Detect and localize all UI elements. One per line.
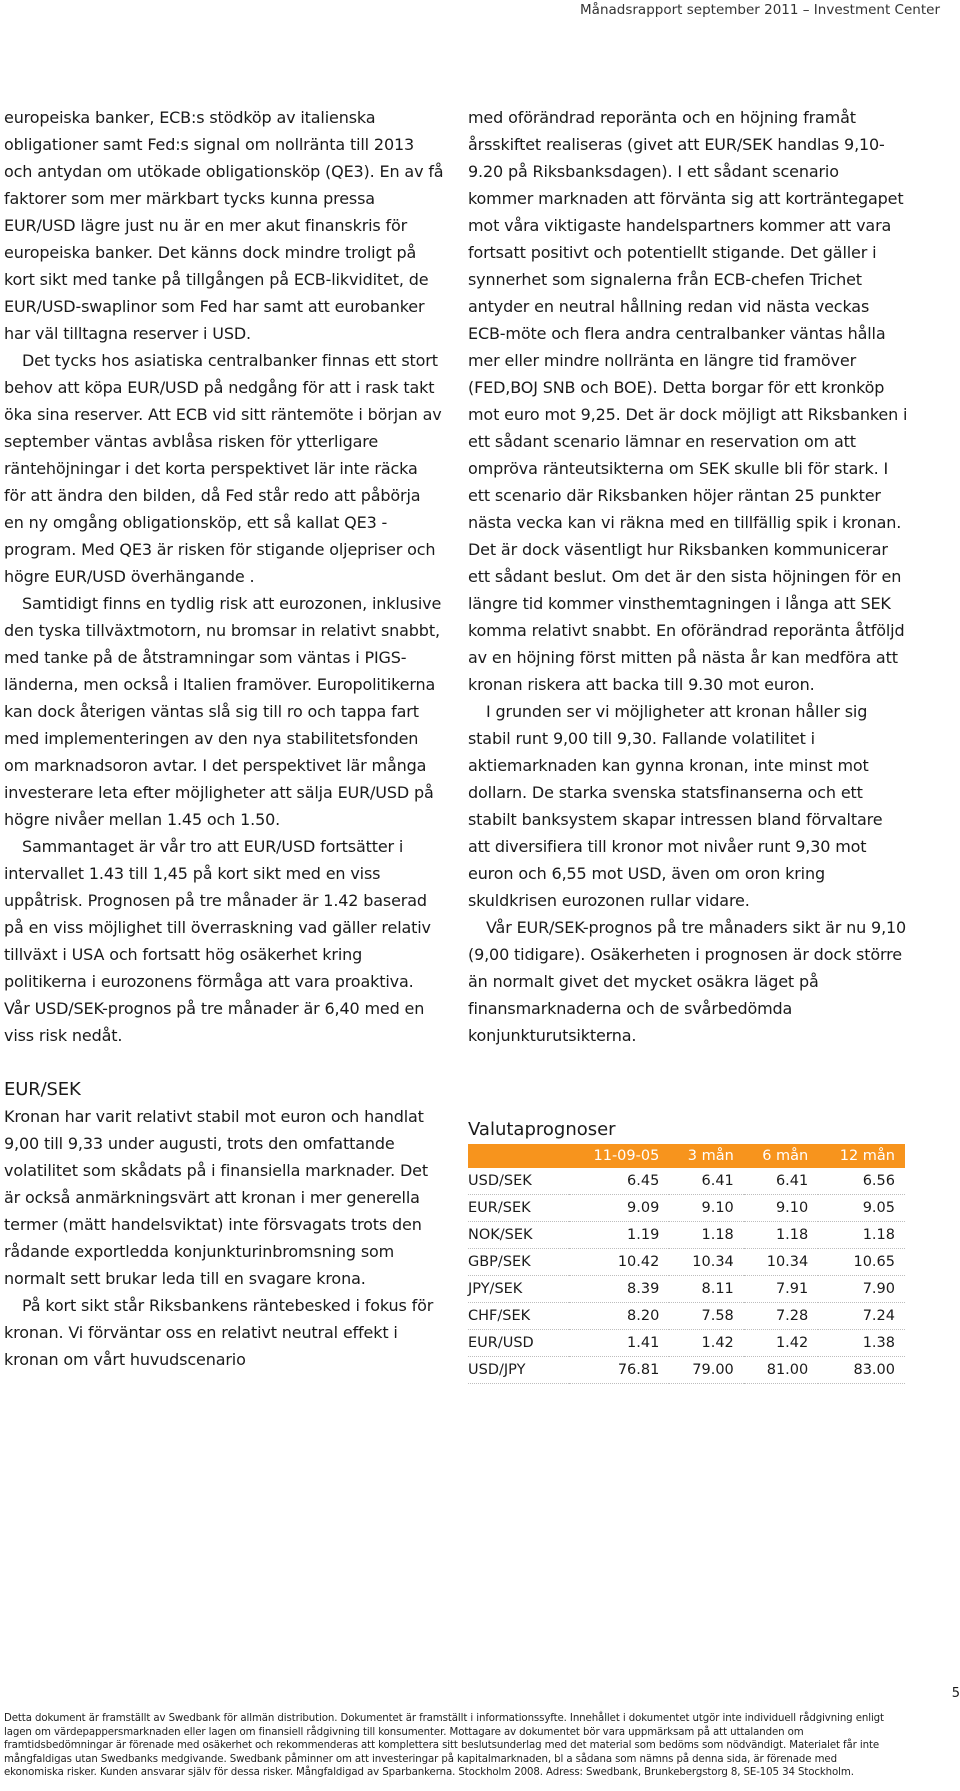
table-title: Valutaprognoser bbox=[468, 1119, 616, 1140]
table-cell: 7.58 bbox=[669, 1303, 743, 1330]
table-row bbox=[468, 1276, 905, 1303]
table-cell: 9.05 bbox=[818, 1195, 905, 1222]
page-number: 5 bbox=[951, 1686, 960, 1701]
paragraph: Det tycks hos asiatiska centralbanker finnas ett stort behov att köpa EUR/USD på nedgång för att i rask takt öka sina reserver. Att ECB vid sitt räntemöte i början av september väntas avblåsa risken för ytterligare räntehöjningar i det korta perspektivet lär inte räcka för att ändra den bilden, då Fed står redo att påbörja en ny omgång obligationsköp, ett så kallat QE3 -program. Med QE3 är risken för stigande oljepriser och högre EUR/USD överhängande . bbox=[4, 351, 442, 586]
currency-forecast-table bbox=[468, 1144, 905, 1384]
report-header: Månadsrapport september 2011 – Investment Center bbox=[580, 2, 940, 18]
table-cell: 79.00 bbox=[669, 1357, 743, 1384]
section-heading: EUR/SEK bbox=[4, 1079, 81, 1100]
table-cell: 76.81 bbox=[569, 1357, 670, 1384]
table-header-cell: 12 mån bbox=[818, 1144, 905, 1168]
table-cell: JPY/SEK bbox=[468, 1276, 569, 1303]
table-cell: 83.00 bbox=[818, 1357, 905, 1384]
table-cell: GBP/SEK bbox=[468, 1249, 569, 1276]
table-cell: 6.41 bbox=[669, 1168, 743, 1195]
paragraph: Vår EUR/SEK-prognos på tre månaders sikt är nu 9,10 (9,00 tidigare). Osäkerheten i prognosen är dock större än normalt givet det mycket osäkra läget på finansmarknaderna och de svårbedömda konjunkturutsikterna. bbox=[468, 918, 907, 1045]
paragraph: europeiska banker, ECB:s stödköp av italienska obligationer samt Fed:s signal om nollränta till 2013 och antydan om utökade obligationsköp (QE3). En av få faktorer som mer märkbart tycks kunna pressa EUR/USD lägre just nu är en mer akut finanskris för europeiska banker. Det känns dock mindre troligt på kort sikt med tanke på tillgången på ECB-likviditet, de EUR/USD-swaplinor som Fed har samt att eurobanker har väl tilltagna reserver i USD. bbox=[4, 108, 444, 343]
table-cell: 81.00 bbox=[744, 1357, 818, 1384]
table-cell: 1.18 bbox=[669, 1222, 743, 1249]
table-cell: 8.39 bbox=[569, 1276, 670, 1303]
disclaimer-footer: Detta dokument är framställt av Swedbank för allmän distribution. Dokumentet är framställt i informationssyfte. Innehållet i dokumentet utgör inte individuell rådgivning enligt lagen om värdepappersmarknaden eller lagen om finansiell rådgivning till konsumenter. Mottagare av dokumentet bör vara uppmärksam på att uttalanden om framtidsbedömningar är förenade med osäkerhet och rekommenderas att komplettera sitt beslutsunderlag med det material som bedöms som nödvändigt. Materialet får inte mångfaldigas utan Swedbanks medgivande. Swedbank påminner om att investeringar på kapitalmarknaden, bl a sådana som nämns på denna sida, är förenade med ekonomiska risker. Kunden ansvarar själv för dessa risker. Mångfaldigad av Sparbankerna. Stockholm 2008. Adress: Swedbank, Brunkebergstorg 8, SE-105 34 Stockholm. bbox=[4, 1713, 884, 1778]
table-cell: 8.20 bbox=[569, 1303, 670, 1330]
table-cell: 1.42 bbox=[669, 1330, 743, 1357]
table-cell: 7.24 bbox=[818, 1303, 905, 1330]
table-row bbox=[468, 1303, 905, 1330]
table-cell: 6.45 bbox=[569, 1168, 670, 1195]
table-cell: USD/SEK bbox=[468, 1168, 569, 1195]
table-cell: 1.18 bbox=[744, 1222, 818, 1249]
paragraph: Sammantaget är vår tro att EUR/USD fortsätter i intervallet 1.43 till 1,45 på kort sikt med en viss uppåtrisk. Prognosen på tre månader är 1.42 baserad på en viss möjlighet till överraskning vad gäller relativ tillväxt i USA och fortsatt hög osäkerhet kring politikerna i eurozonens förmåga att vara proaktiva. Vår USD/SEK-prognos på tre månader är 6,40 med en viss risk nedåt. bbox=[4, 837, 431, 1045]
table-cell: 9.10 bbox=[744, 1195, 818, 1222]
table-header-cell: 6 mån bbox=[744, 1144, 818, 1168]
table-header-cell: 11-09-05 bbox=[569, 1144, 670, 1168]
right-column bbox=[468, 104, 908, 1049]
table-cell: 1.41 bbox=[569, 1330, 670, 1357]
table-row bbox=[468, 1195, 905, 1222]
table-header-row bbox=[468, 1144, 905, 1168]
table-cell: NOK/SEK bbox=[468, 1222, 569, 1249]
paragraph: med oförändrad reporänta och en höjning framåt årsskiftet realiseras (givet att EUR/SEK handlas 9,10-9.20 på Riksbanksdagen). I ett sådant scenario kommer marknaden att förvänta sig att korträntegapet mot våra viktigaste handelspartners kommer att vara fortsatt positivt och potentiellt stigande. Det gäller i synnerhet som signalerna från ECB-chefen Trichet antyder en neutral hållning redan vid nästa veckas ECB-möte och flera andra centralbanker väntas hålla mer eller mindre nollränta en längre tid framöver (FED,BOJ SNB och BOE). Detta borgar för ett kronköp mot euro mot 9,25. Det är dock möjligt att Riksbanken i ett sådant scenario lämnar en reservation om att ompröva ränteutsikterna om SEK skulle bli för stark. I ett scenario där Riksbanken höjer räntan 25 punkter nästa vecka kan vi räkna med en tillfällig spik i kronan. Det är dock väsentligt hur Riksbanken kommunicerar ett sådant beslut. Om det är den sista höjningen för en längre tid kommer vinsthemtagningen i långa att SEK komma relativt snabbt. En oförändrad reporänta åtföljd av en höjning först mitten på nästa år kan medföra att kronan riskera att backa till 9.30 mot euron. bbox=[468, 108, 908, 694]
table-header-cell bbox=[468, 1144, 569, 1168]
table-cell: 6.56 bbox=[818, 1168, 905, 1195]
table-cell: EUR/SEK bbox=[468, 1195, 569, 1222]
table-cell: CHF/SEK bbox=[468, 1303, 569, 1330]
table-cell: 6.41 bbox=[744, 1168, 818, 1195]
table-cell: 7.91 bbox=[744, 1276, 818, 1303]
table-cell: 1.18 bbox=[818, 1222, 905, 1249]
table-cell: 10.34 bbox=[669, 1249, 743, 1276]
table-cell: 1.38 bbox=[818, 1330, 905, 1357]
paragraph: På kort sikt står Riksbankens räntebesked i fokus för kronan. Vi förväntar oss en relativt neutral effekt i kronan om vårt huvudscenario bbox=[4, 1296, 434, 1369]
table-header-cell: 3 mån bbox=[669, 1144, 743, 1168]
left-column bbox=[4, 104, 444, 1373]
paragraph: Samtidigt finns en tydlig risk att eurozonen, inklusive den tyska tillväxtmotorn, nu bromsar in relativt snabbt, med tanke på de åtstramningar som väntas i PIGS-länderna, men också i Italien framöver. Europolitikerna kan dock återigen väntas slå sig till ro och tappa fart med implementeringen av den nya stabilitetsfonden om marknadsoron avtar. I det perspektivet lär många investerare leta efter möjligheter att sälja EUR/USD på högre nivåer mellan 1.45 och 1.50. bbox=[4, 594, 442, 829]
table-cell: 1.42 bbox=[744, 1330, 818, 1357]
table-row bbox=[468, 1168, 905, 1195]
table-row bbox=[468, 1222, 905, 1249]
table-cell: 1.19 bbox=[569, 1222, 670, 1249]
table-cell: 8.11 bbox=[669, 1276, 743, 1303]
table-cell: 10.34 bbox=[744, 1249, 818, 1276]
paragraph: Kronan har varit relativt stabil mot euron och handlat 9,00 till 9,33 under augusti, trots den omfattande volatilitet som skådats på i finansiella marknader. Det är också anmärkningsvärt att kronan i mer generella termer (mätt handelsviktat) inte försvagats trots den rådande exportledda konjunkturinbromsning som normalt sett brukar leda till en svagare krona. bbox=[4, 1107, 428, 1288]
table-cell: 10.42 bbox=[569, 1249, 670, 1276]
table-cell: EUR/USD bbox=[468, 1330, 569, 1357]
table-row bbox=[468, 1357, 905, 1384]
table-row bbox=[468, 1249, 905, 1276]
table-cell: USD/JPY bbox=[468, 1357, 569, 1384]
table-cell: 10.65 bbox=[818, 1249, 905, 1276]
table-cell: 7.90 bbox=[818, 1276, 905, 1303]
paragraph: I grunden ser vi möjligheter att kronan håller sig stabil runt 9,00 till 9,30. Fallande volatilitet i aktiemarknaden kan gynna kronan, inte minst mot dollarn. De starka svenska statsfinanserna och ett stabilt banksystem skapar intressen bland förvaltare att diversifiera till kronor mot nivåer runt 9,30 mot euron och 6,55 mot USD, även om oron kring skuldkrisen eurozonen rullar vidare. bbox=[468, 702, 883, 910]
table-cell: 9.10 bbox=[669, 1195, 743, 1222]
table-cell: 9.09 bbox=[569, 1195, 670, 1222]
table-cell: 7.28 bbox=[744, 1303, 818, 1330]
table-row bbox=[468, 1330, 905, 1357]
